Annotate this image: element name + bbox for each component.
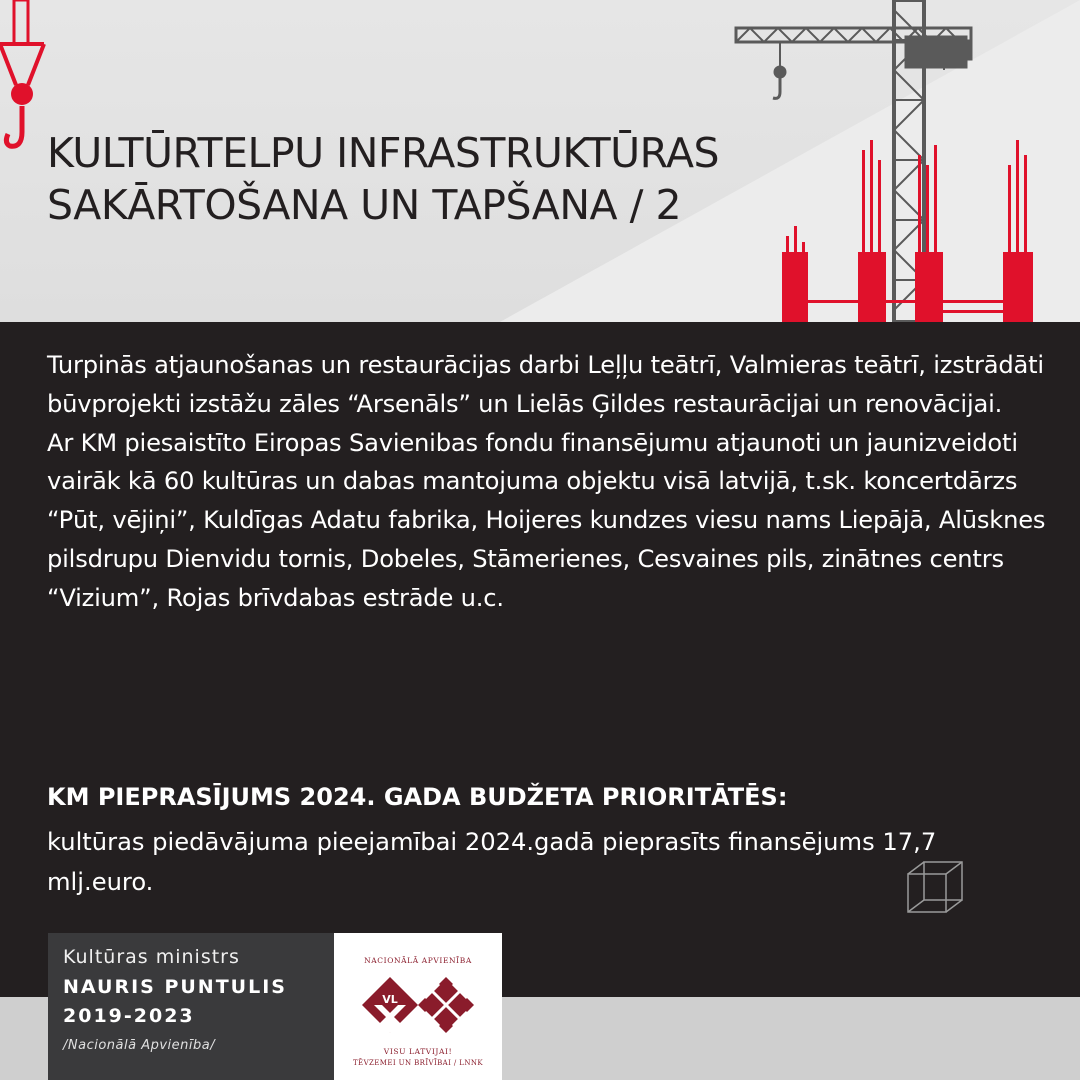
- minister-party: /Nacionālā Apvienība/: [63, 1038, 216, 1053]
- main-content: [0, 322, 1080, 932]
- logo-emblem-right: [418, 977, 474, 1033]
- minister-role: Kultūras ministrs: [63, 946, 240, 968]
- logo-subtitle: TĒVZEMEI UN BRĪVĪBAI / LNNK: [352, 1059, 484, 1067]
- minister-card: [48, 933, 334, 1080]
- title-line-2: SAKĀRTOŠANA UN TAPŠANA / 2: [47, 181, 682, 229]
- hook-icon-left: [0, 0, 44, 146]
- logo-initials: VL: [382, 993, 398, 1006]
- logo-emblem-left: [362, 977, 418, 1033]
- national-alliance-logo: [334, 933, 502, 1080]
- header-section: [0, 0, 1080, 322]
- body-text: [47, 346, 1057, 618]
- logo-slogan: VISU LATVIJAI!: [383, 1047, 453, 1056]
- party-logo: [334, 933, 502, 1080]
- priority-text: kultūras piedāvājuma pieejamībai 2024.gadā pieprasīts finansējums 17,7 mlj.euro.: [47, 828, 937, 896]
- paragraph-2: Ar KM piesaistīto Eiropas Savienibas fondu finansējumu atjaunoti un jaunizveidoti vairāk kā 60 kultūras un dabas mantojuma objektu visā latvijā, t.sk. koncertdārzs “Pūt, vējiņi”, Kuldīgas Adatu fabrika, Hoijeres kundzes viesu nams Liepājā, Alūsknes pilsdrupu Dienvidu tornis, Dobeles, Stāmerienes, Cesvaines pils, zinātnes centrs “Vizium”, Rojas brīvdabas estrāde u.c.: [47, 428, 1046, 612]
- minister-name: NAURIS PUNTULIS: [63, 976, 287, 998]
- logo-top-text: NACIONĀLĀ APVIENĪBA: [364, 956, 472, 965]
- paragraph-1: Turpinās atjaunošanas un restaurācijas darbi Leļļu teātrī, Valmieras teātrī, izstrādāti būvprojekti izstāžu zāles “Arsenāls” un Lielās Ģildes restaurācijai un renovācijai.: [47, 351, 1044, 418]
- priority-heading: KM PIEPRASĪJUMS 2024. GADA BUDŽETA PRIORITĀTĒS:: [47, 783, 788, 811]
- title-line-1: KULTŪRTELPU INFRASTRUKTŪRAS: [47, 129, 720, 177]
- cube-icon: [906, 860, 966, 915]
- page-title: [47, 127, 719, 231]
- minister-years: 2019-2023: [63, 1005, 195, 1027]
